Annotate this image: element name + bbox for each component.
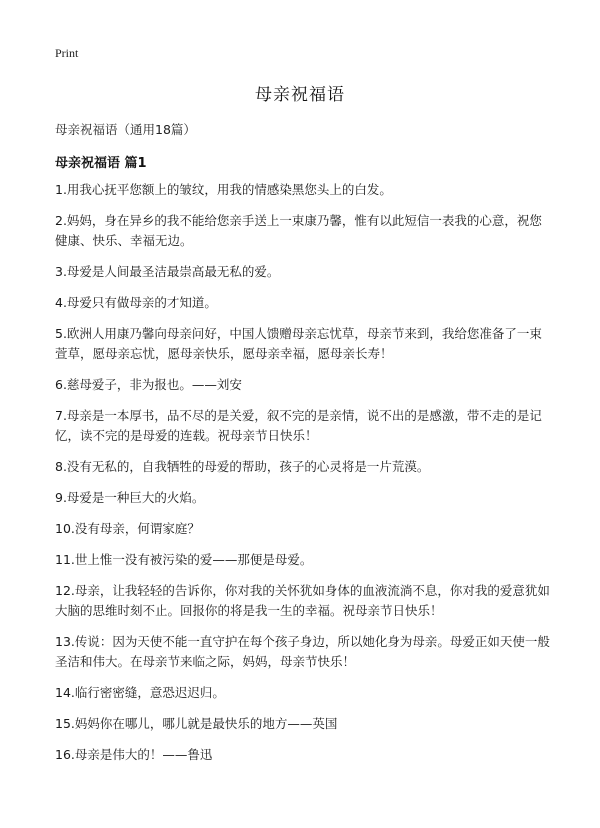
list-item: 15.妈妈你在哪儿，哪儿就是最快乐的地方——英国: [55, 716, 338, 731]
list-item: 7.母亲是一本厚书，品不尽的是关爱，叙不完的是亲情，说不出的是感激，带不走的是记忆，读不完的是母爱的连载。祝母亲节日快乐！: [55, 408, 542, 443]
list-item: 4.母爱只有做母亲的才知道。: [55, 295, 217, 310]
list-item: 9.母爱是一种巨大的火焰。: [55, 490, 205, 505]
list-item: 2.妈妈，身在异乡的我不能给您亲手送上一束康乃馨，惟有以此短信一表我的心意，祝您健康、快乐、幸福无边。: [55, 213, 542, 248]
list-item: 8.没有无私的，自我牺牲的母爱的帮助，孩子的心灵将是一片荒漠。: [55, 459, 430, 474]
document-subtitle: 母亲祝福语（通用18篇）: [55, 122, 196, 137]
list-item: 1.用我心抚平您额上的皱纹，用我的情感染黑您头上的白发。: [55, 182, 392, 197]
list-item: 10.没有母亲，何谓家庭？: [55, 521, 200, 536]
wishes-list: [55, 180, 550, 776]
list-item: 12.母亲，让我轻轻的告诉你，你对我的关怀犹如身体的血液流淌不息，你对我的爱意犹如大脑的思维时刻不止。回报你的将是我一生的幸福。祝母亲节日快乐！: [55, 583, 550, 618]
list-item: 3.母爱是人间最圣洁最崇高最无私的爱。: [55, 264, 280, 279]
list-item: 13.传说：因为天使不能一直守护在每个孩子身边，所以她化身为母亲。母爱正如天使一般圣洁和伟大。在母亲节来临之际，妈妈，母亲节快乐！: [55, 634, 550, 669]
section-heading: 母亲祝福语 篇1: [55, 156, 147, 171]
list-item: 14.临行密密缝，意恐迟迟归。: [55, 685, 225, 700]
list-item: 5.欧洲人用康乃馨向母亲问好，中国人馈赠母亲忘忧草，母亲节来到，我给您准备了一束萱草，愿母亲忘忧，愿母亲快乐，愿母亲幸福，愿母亲长寿！: [55, 326, 542, 361]
print-link[interactable]: Print: [55, 46, 79, 60]
page-title: 母亲祝福语: [255, 85, 345, 105]
list-item: 16.母亲是伟大的！——鲁迅: [55, 747, 213, 762]
list-item: 6.慈母爱子，非为报也。——刘安: [55, 377, 242, 392]
list-item: 11.世上惟一没有被污染的爱——那便是母爱。: [55, 552, 313, 567]
